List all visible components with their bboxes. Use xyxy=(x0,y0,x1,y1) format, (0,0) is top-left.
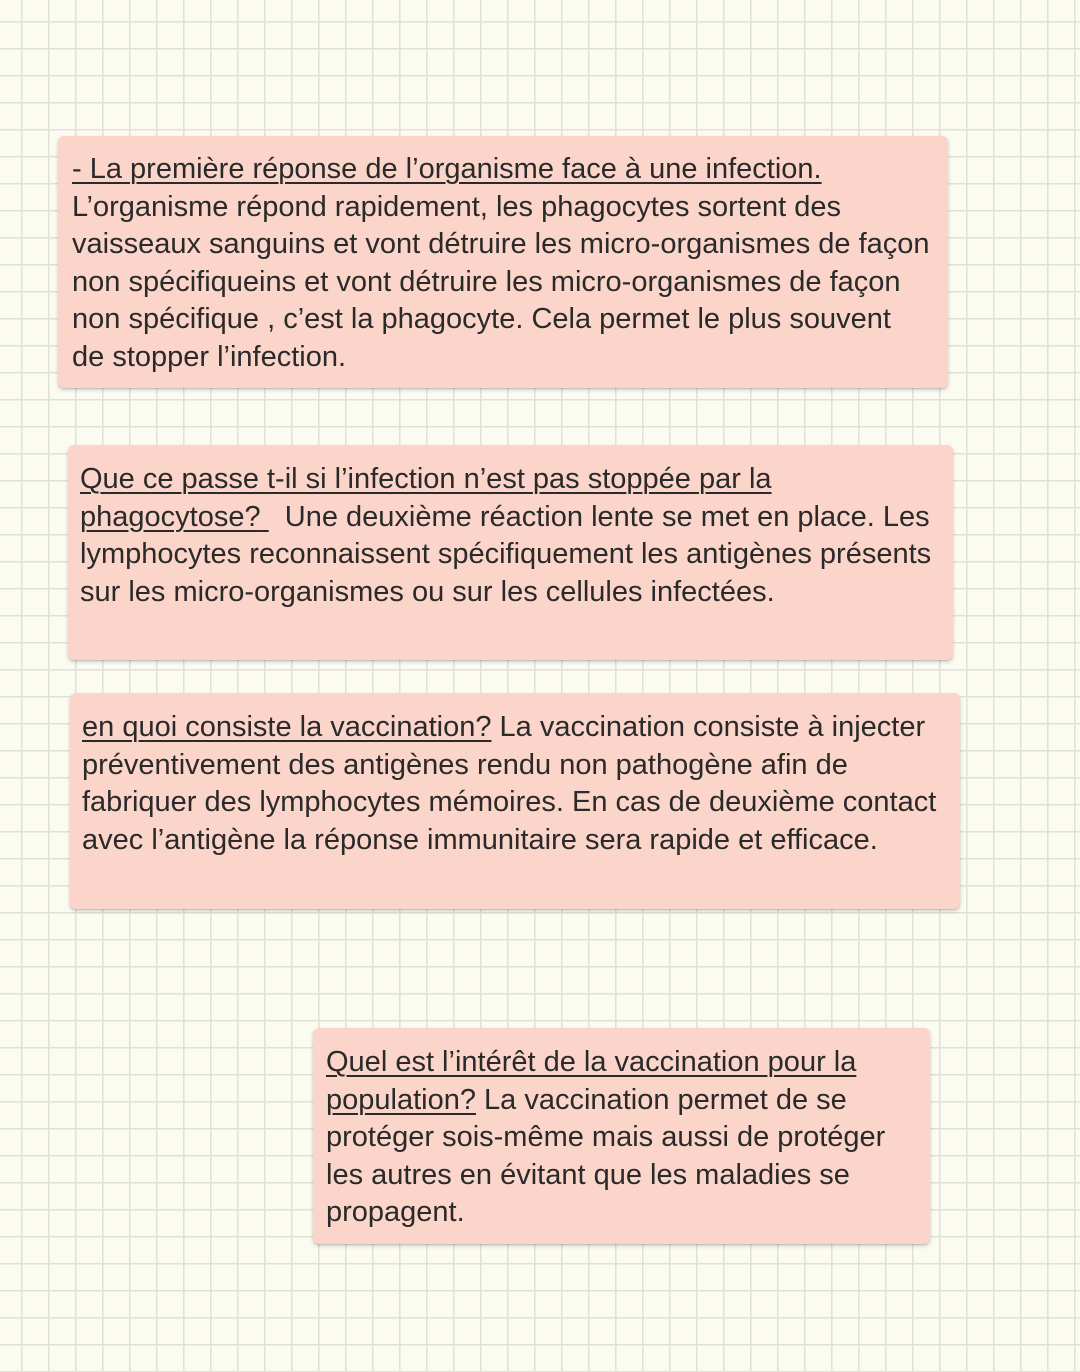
note-card-first-response xyxy=(58,136,948,388)
note-heading: Que ce passe t-il si l’infection n’est pas stoppée par la phagocytose? xyxy=(80,463,772,533)
note-body: La vaccination permet de se protéger sois-même mais aussi de protéger les autres en évitant que les maladies se propagent. xyxy=(326,1083,886,1228)
note-text xyxy=(82,709,942,859)
note-card-vaccination xyxy=(70,693,960,909)
note-heading: Quel est l’intérêt de la vaccination pour la population? xyxy=(326,1046,857,1116)
note-body: La vaccination consiste à injecter préventivement des antigènes rendu non pathogène afin de fabriquer des lymphocytes mémoires. En cas de deuxième contact avec l’antigène la réponse immunitaire sera rapide et efficace. xyxy=(82,711,937,856)
note-body: L’organisme répond rapidement, les phagocytes sortent des vaisseaux sanguins et vont détruire les micro-organismes de façon non spécifiqueins et vont détruire les micro-organismes de façon non spécifique , c’est la phagocyte. Cela permet le plus souvent de stopper l’infection. xyxy=(72,190,930,373)
note-text xyxy=(72,151,930,376)
note-card-vaccination-interest xyxy=(313,1028,930,1244)
note-heading: - La première réponse de l’organisme face à une infection. xyxy=(72,153,822,185)
note-heading: en quoi consiste la vaccination? xyxy=(82,711,492,743)
note-text xyxy=(80,461,935,611)
note-card-second-reaction xyxy=(68,445,953,660)
note-body: Une deuxième réaction lente se met en place. Les lymphocytes reconnaissent spécifiquement les antigènes présents sur les micro-organismes ou sur les cellules infectées. xyxy=(80,500,932,608)
note-text xyxy=(326,1044,916,1232)
